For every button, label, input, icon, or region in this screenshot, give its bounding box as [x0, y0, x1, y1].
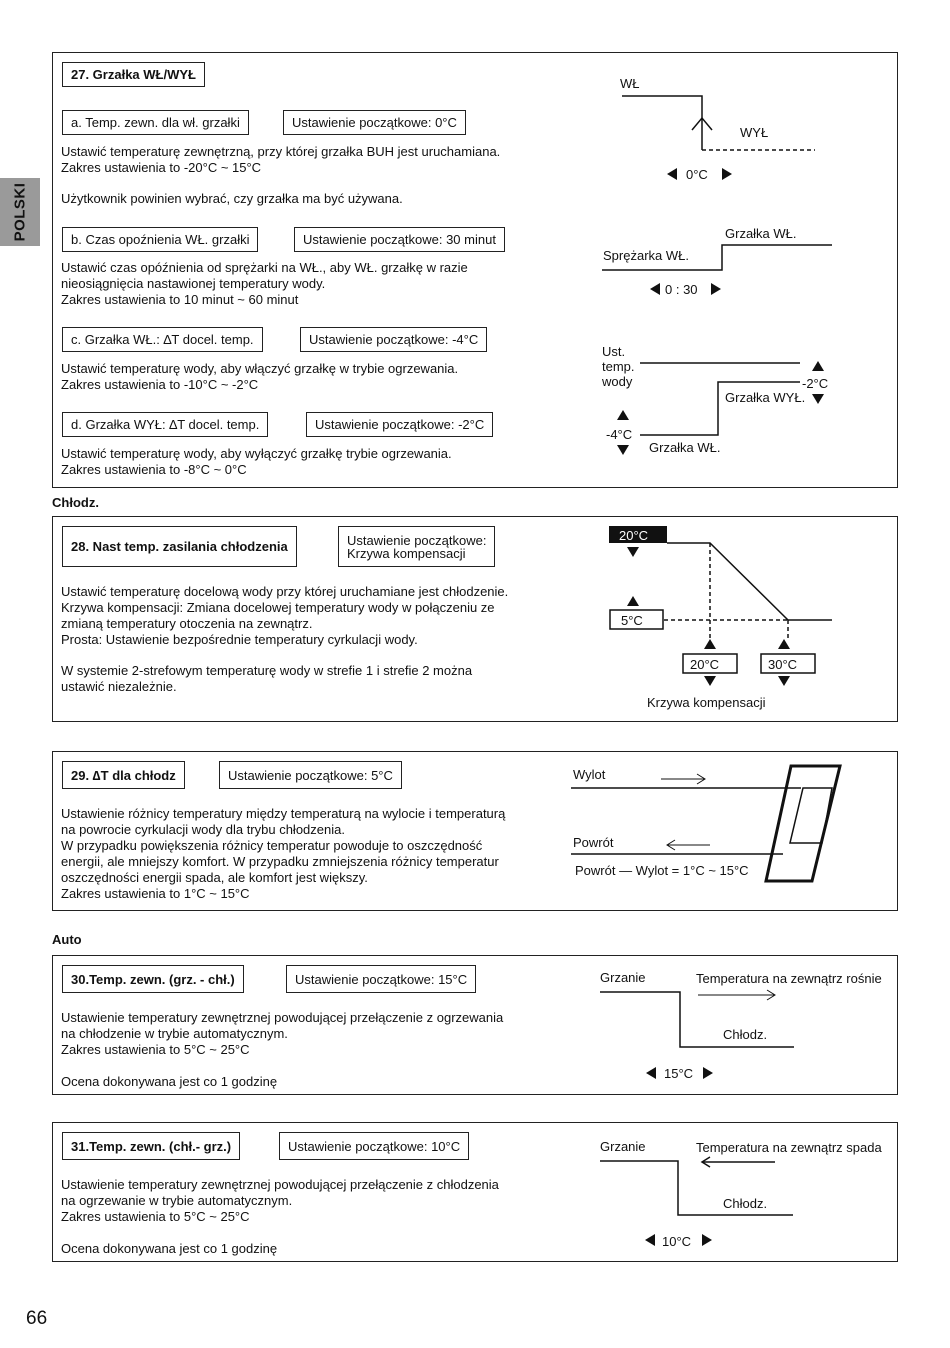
s27-c-desc1: Ustawić temperaturę wody, aby włączyć grzałkę w trybie ogrzewania.: [61, 361, 459, 376]
s27-d-desc1: Ustawić temperaturę wody, aby wyłączyć grzałkę trybie ogrzewania.: [61, 446, 452, 461]
s30-desc-1: na chłodzenie w trybie automatycznym.: [61, 1026, 288, 1041]
diag-cd-heater-on: Grzałka WŁ.: [649, 440, 721, 455]
page-number: 66: [26, 1308, 48, 1329]
s30-heating: Grzanie: [600, 970, 646, 985]
diag-a-on-label: WŁ: [620, 76, 640, 91]
s28-default-line1: Ustawienie początkowe:: [347, 533, 487, 548]
diag-b-value: 0 : 30: [665, 282, 698, 297]
s30-title: 30.Temp. zewn. (grz. - chł.): [62, 965, 244, 993]
s31-note: Ocena dokonywana jest co 1 godzinę: [61, 1241, 278, 1256]
s29-title: 29. ∆T dla chłodz: [62, 761, 185, 789]
s31-heating: Grzanie: [600, 1139, 646, 1154]
s28-desc-3: Prosta: Ustawienie bezpośrednie temperatury cyrkulacji wody.: [61, 632, 418, 647]
s28-desc-0: Ustawić temperaturę docelową wody przy której uruchamiane jest chłodzenie.: [61, 584, 509, 599]
right-arrow-icon: [702, 1234, 712, 1246]
s28-low-outdoor: 20°C: [690, 657, 720, 672]
s29-desc-2: W przypadku powiększenia różnicy temperatur powoduje to oszczędność: [61, 838, 483, 853]
s28-title: 28. Nast temp. zasilania chłodzenia: [62, 526, 297, 567]
s29-desc-0: Ustawienie różnicy temperatury między temperaturą na wylocie i temperaturą: [61, 806, 506, 821]
s28-high-water: 20°C: [619, 528, 649, 543]
s27-a-desc1: Ustawić temperaturę zewnętrzną, przy której grzałka BUH jest uruchamiana.: [61, 144, 501, 159]
diag-cd-on-value: -4°C: [606, 427, 633, 442]
language-tab-label: POLSKI: [11, 182, 29, 242]
s27-c-desc2: Zakres ustawienia to -10°C ~ -2°C: [61, 377, 259, 392]
s27-a-default: Ustawienie początkowe: 0°C: [283, 110, 466, 135]
s30-cooling: Chłodz.: [723, 1027, 768, 1042]
s27-a-desc2: Zakres ustawienia to -20°C ~ 15°C: [61, 160, 262, 175]
s27-d-desc2: Zakres ustawienia to -8°C ~ 0°C: [61, 462, 247, 477]
s29-default: Ustawienie początkowe: 5°C: [219, 761, 402, 789]
s27-d-label: d. Grzałka WYŁ: ∆T docel. temp.: [62, 412, 268, 437]
s31-cooling: Chłodz.: [723, 1196, 768, 1211]
s29-desc-4: oszczędności energii spada, ale komfort jest większy.: [61, 870, 368, 885]
cooling-header: Chłodz.: [52, 495, 99, 510]
s28-desc2-0: W systemie 2-strefowym temperaturę wody w strefie 1 i strefie 2 można: [61, 663, 473, 678]
diag-cd-set-temp-2: temp.: [602, 359, 635, 374]
s28-desc-1: Krzywa kompensacji: Zmiana docelowej temperatury wody w połączeniu ze: [61, 600, 495, 615]
s30-default: Ustawienie początkowe: 15°C: [286, 965, 476, 993]
s29-desc-3: energii, ale mniejszy komfort. W przypadku zmniejszenia różnicy temperatur: [61, 854, 499, 869]
s27-d-default: Ustawienie początkowe: -2°C: [306, 412, 493, 437]
left-arrow-icon: [645, 1234, 655, 1246]
s28-desc-2: zmianą temperatury otoczenia na zewnątrz.: [61, 616, 313, 631]
s28-high-outdoor: 30°C: [768, 657, 798, 672]
diag-a-off-label: WYŁ: [740, 125, 769, 140]
s31-trend: Temperatura na zewnątrz spada: [696, 1140, 882, 1155]
s28-caption: Krzywa kompensacji: [647, 695, 766, 710]
s27-b-default: Ustawienie początkowe: 30 minut: [294, 227, 505, 252]
s27-b-desc1: Ustawić czas opóźnienia od sprężarki na WŁ., aby WŁ. grzałkę w razie: [61, 260, 468, 275]
s30-trend: Temperatura na zewnątrz rośnie: [696, 971, 882, 986]
s31-value: 10°C: [662, 1234, 692, 1249]
s29-formula: Powrót — Wylot = 1°C ~ 15°C: [575, 863, 749, 878]
s29-return-label: Powrót: [573, 835, 614, 850]
diag-cd-set-temp-1: Ust.: [602, 344, 626, 359]
diag-b-heater-label: Grzałka WŁ.: [725, 226, 797, 241]
diag-cd-set-temp-3: wody: [602, 374, 633, 389]
s31-title: 31.Temp. zewn. (chł.- grz.): [62, 1132, 240, 1160]
s28-default-line2: Krzywa kompensacji: [347, 546, 466, 561]
s30-desc-0: Ustawienie temperatury zewnętrznej powodującej przełączenie z ogrzewania: [61, 1010, 504, 1025]
diag-a-value: 0°C: [686, 167, 708, 182]
s28-low-water: 5°C: [621, 613, 643, 628]
s31-default: Ustawienie początkowe: 10°C: [279, 1132, 469, 1160]
diag-cd-heater-off: Grzałka WYŁ.: [725, 390, 806, 405]
s31-desc-2: Zakres ustawienia to 5°C ~ 25°C: [61, 1209, 250, 1224]
s27-title: 27. Grzałka WŁ/WYŁ: [62, 62, 205, 87]
s30-value: 15°C: [664, 1066, 694, 1081]
s29-desc-1: na powrocie cyrkulacji wody dla trybu chłodzenia.: [61, 822, 345, 837]
s27-b-label: b. Czas opoźnienia WŁ. grzałki: [62, 227, 258, 252]
s31-desc-0: Ustawienie temperatury zewnętrznej powodującej przełączenie z chłodzenia: [61, 1177, 499, 1192]
diag-cd-off-value: -2°C: [802, 376, 829, 391]
s31-desc-1: na ogrzewanie w trybie automatycznym.: [61, 1193, 293, 1208]
s29-outlet-label: Wylot: [573, 767, 606, 782]
s27-c-default: Ustawienie początkowe: -4°C: [300, 327, 487, 352]
s27-a-desc3: Użytkownik powinien wybrać, czy grzałka ma być używana.: [61, 191, 403, 206]
s27-a-label: a. Temp. zewn. dla wł. grzałki: [62, 110, 249, 135]
s27-c-label: c. Grzałka WŁ.: ∆T docel. temp.: [62, 327, 263, 352]
auto-header: Auto: [52, 932, 82, 947]
s30-note: Ocena dokonywana jest co 1 godzinę: [61, 1074, 278, 1089]
s28-desc2-1: ustawić niezależnie.: [61, 679, 177, 694]
s27-b-desc3: Zakres ustawienia to 10 minut ~ 60 minut: [61, 292, 299, 307]
diag-b-compressor-label: Sprężarka WŁ.: [603, 248, 689, 263]
s27-b-desc2: nieosiągnięcia nastawionej temperatury wody.: [61, 276, 326, 291]
s30-desc-2: Zakres ustawienia to 5°C ~ 25°C: [61, 1042, 250, 1057]
s29-desc-5: Zakres ustawienia to 1°C ~ 15°C: [61, 886, 250, 901]
